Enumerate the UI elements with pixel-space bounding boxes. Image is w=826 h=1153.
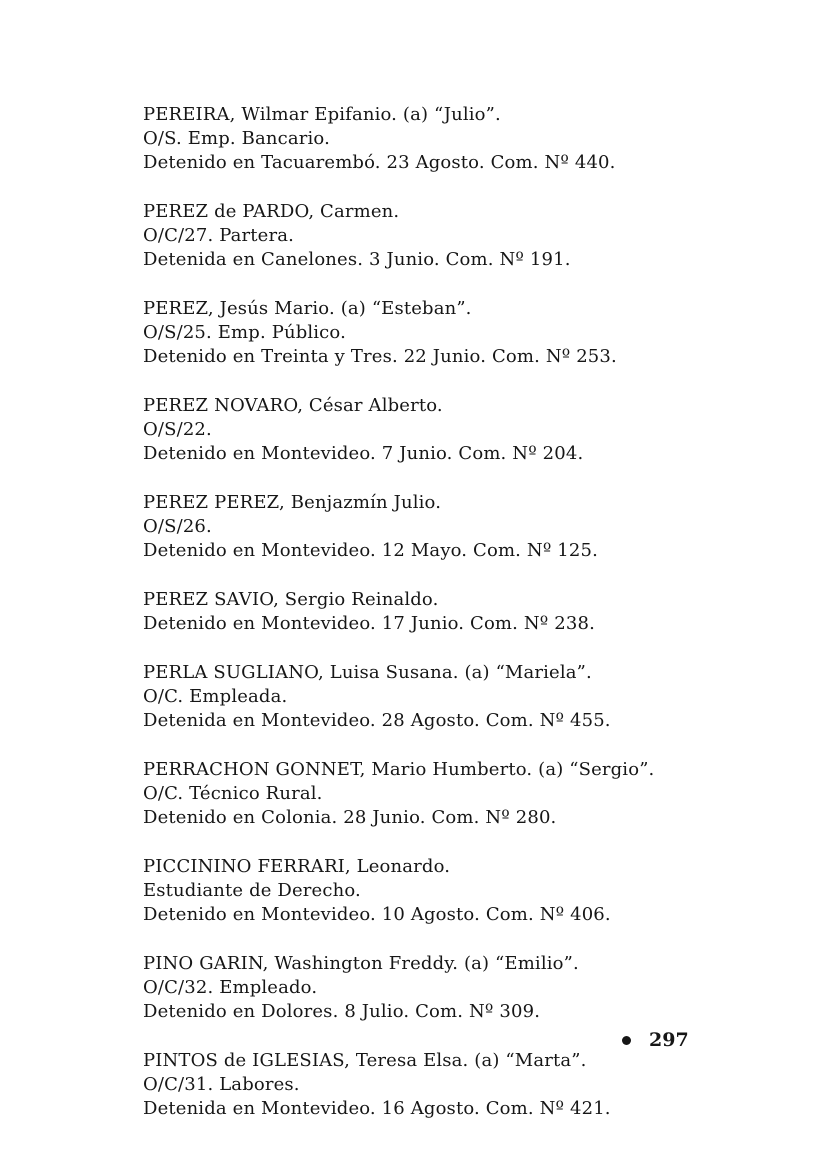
entry-detention-line: Detenido en Tacuarembó. 23 Agosto. Com. Nº 440. bbox=[143, 152, 616, 173]
entry-detail-line: O/C/31. Labores. bbox=[143, 1074, 300, 1095]
entry-detail-line: O/C. Técnico Rural. bbox=[143, 783, 323, 804]
entry-detention-line: Detenida en Montevideo. 16 Agosto. Com. Nº 421. bbox=[143, 1098, 611, 1119]
list-item bbox=[143, 661, 783, 733]
entry-detail-line: O/C. Empleada. bbox=[143, 686, 288, 707]
bullet-dot-icon bbox=[622, 1036, 631, 1045]
page-footer bbox=[622, 1028, 689, 1052]
list-item bbox=[143, 394, 783, 466]
entry-name-line: PERLA SUGLIANO, Luisa Susana. (a) “Mariela”. bbox=[143, 662, 592, 683]
list-item bbox=[143, 855, 783, 927]
entry-detention-line: Detenido en Dolores. 8 Julio. Com. Nº 309. bbox=[143, 1001, 541, 1022]
list-item bbox=[143, 952, 783, 1024]
list-item bbox=[143, 297, 783, 369]
entry-detention-line: Detenida en Montevideo. 28 Agosto. Com. Nº 455. bbox=[143, 710, 611, 731]
list-item bbox=[143, 588, 783, 636]
entry-detention-line: Detenido en Montevideo. 12 Mayo. Com. Nº 125. bbox=[143, 540, 598, 561]
entry-name-line: PEREZ de PARDO, Carmen. bbox=[143, 201, 400, 222]
entry-detention-line: Detenido en Colonia. 28 Junio. Com. Nº 280. bbox=[143, 807, 557, 828]
list-item bbox=[143, 491, 783, 563]
entry-list bbox=[143, 103, 783, 1146]
entry-detention-line: Detenido en Montevideo. 10 Agosto. Com. Nº 406. bbox=[143, 904, 611, 925]
page-number: 297 bbox=[649, 1029, 689, 1051]
list-item bbox=[143, 103, 783, 175]
entry-detail-line: O/C/32. Empleado. bbox=[143, 977, 318, 998]
entry-detail-line: O/S/22. bbox=[143, 419, 212, 440]
entry-name-line: PEREZ, Jesús Mario. (a) “Esteban”. bbox=[143, 298, 472, 319]
list-item bbox=[143, 1049, 783, 1121]
list-item bbox=[143, 200, 783, 272]
entry-name-line: PERRACHON GONNET, Mario Humberto. (a) “Sergio”. bbox=[143, 759, 655, 780]
entry-detention-line: Detenido en Treinta y Tres. 22 Junio. Com. Nº 253. bbox=[143, 346, 617, 367]
entry-name-line: PEREIRA, Wilmar Epifanio. (a) “Julio”. bbox=[143, 104, 501, 125]
entry-detail-line: O/S. Emp. Bancario. bbox=[143, 128, 330, 149]
entry-name-line: PEREZ SAVIO, Sergio Reinaldo. bbox=[143, 589, 439, 610]
entry-name-line: PINTOS de IGLESIAS, Teresa Elsa. (a) “Marta”. bbox=[143, 1050, 587, 1071]
entry-detail-line: Estudiante de Derecho. bbox=[143, 880, 361, 901]
entry-name-line: PINO GARIN, Washington Freddy. (a) “Emilio”. bbox=[143, 953, 579, 974]
list-item bbox=[143, 758, 783, 830]
entry-detail-line: O/S/26. bbox=[143, 516, 212, 537]
entry-name-line: PEREZ NOVARO, César Alberto. bbox=[143, 395, 443, 416]
entry-detail-line: O/C/27. Partera. bbox=[143, 225, 294, 246]
entry-name-line: PEREZ PEREZ, Benjazmín Julio. bbox=[143, 492, 442, 513]
entry-name-line: PICCININO FERRARI, Leonardo. bbox=[143, 856, 451, 877]
entry-detention-line: Detenido en Montevideo. 17 Junio. Com. Nº 238. bbox=[143, 613, 595, 634]
entry-detention-line: Detenido en Montevideo. 7 Junio. Com. Nº 204. bbox=[143, 443, 584, 464]
entry-detention-line: Detenida en Canelones. 3 Junio. Com. Nº 191. bbox=[143, 249, 571, 270]
entry-detail-line: O/S/25. Emp. Público. bbox=[143, 322, 346, 343]
